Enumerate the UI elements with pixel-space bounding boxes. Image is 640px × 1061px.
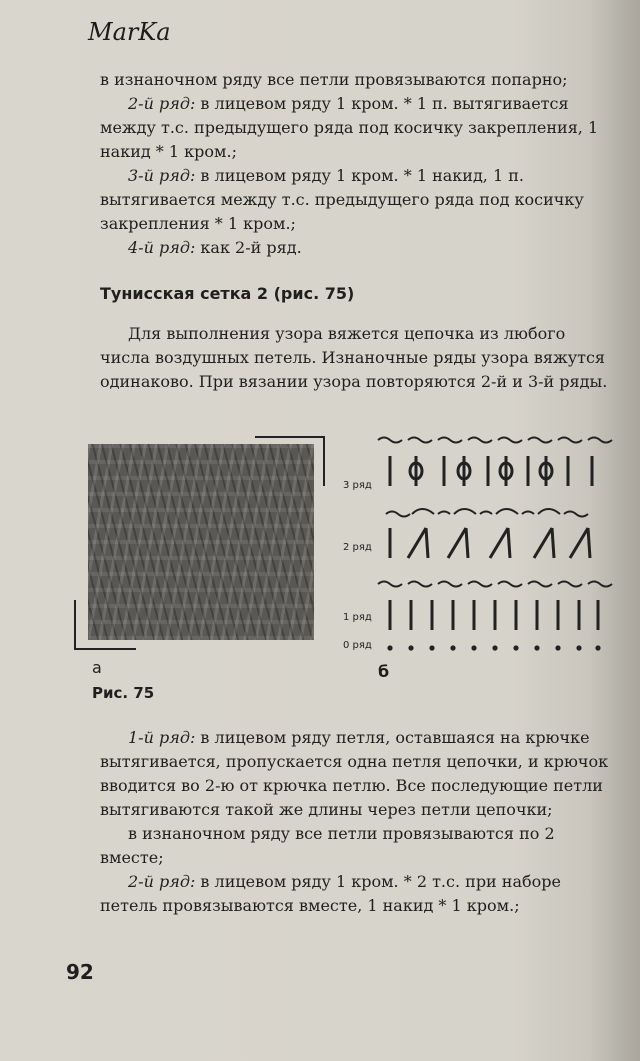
row2-label: 2-й ряд: xyxy=(128,94,196,113)
b-row2-instruction xyxy=(100,870,612,918)
row3-stitches xyxy=(390,456,592,486)
section-intro xyxy=(100,322,612,394)
b-row1-instruction xyxy=(100,726,612,822)
b-row2-label: 2-й ряд: xyxy=(128,872,196,891)
row3-text: в лицевом ряду 1 кром. * 1 накид, 1 п. вытягивается между т.с. предыдущего ряда под косичку закрепления * 1 кром.; xyxy=(100,166,584,233)
figure-caption-b: б xyxy=(378,662,390,681)
row3-instruction xyxy=(100,164,612,236)
figure-caption-a: а xyxy=(92,658,102,677)
row2-instruction xyxy=(100,92,612,164)
row2-stitches xyxy=(390,528,590,558)
row1-tildes xyxy=(378,582,612,587)
section-heading: Тунисская сетка 2 (рис. 75) xyxy=(100,284,355,303)
row-label-1: 1 ряд xyxy=(343,612,372,623)
bottom-paragraphs xyxy=(100,726,612,918)
crop-mark-top-right xyxy=(255,436,325,486)
row3-tildes xyxy=(378,438,612,443)
stitch-chart xyxy=(330,428,620,658)
page-number: 92 xyxy=(66,960,94,984)
figure-label: Рис. 75 xyxy=(92,684,155,702)
intro-paragraph: Для выполнения узора вяжется цепочка из любого числа воздушных петель. Изнаночные ряды узора вяжутся одинаково. При вязании узора повторяются 2-й и 3-й ряды. xyxy=(100,324,608,391)
row0-chain-dots xyxy=(387,645,600,650)
b-row1-label: 1-й ряд: xyxy=(128,728,196,747)
row4-text: как 2-й ряд. xyxy=(195,238,302,257)
row1-stitches xyxy=(390,600,598,630)
row-label-0: 0 ряд xyxy=(343,640,372,651)
b-row2-text: в лицевом ряду 1 кром. * 2 т.с. при наборе петель провязываются вместе, 1 накид * 1 кром.; xyxy=(100,872,561,915)
purl-row-line: в изнаночном ряду все петли провязываются попарно; xyxy=(100,70,568,89)
b-purl-instruction: в изнаночном ряду все петли провязываются по 2 вместе; xyxy=(100,824,555,867)
row-label-2: 2 ряд xyxy=(343,542,372,553)
row4-label: 4-й ряд: xyxy=(128,238,196,257)
row4-instruction xyxy=(100,236,612,260)
b-row1-text: в лицевом ряду петля, оставшаяся на крючке вытягивается, пропускается одна петля цепочки, и крючок вводится во 2-ю от крючка петлю. Все последующие петли вытягиваются такой же длины через петли цепочки; xyxy=(100,728,609,819)
row-label-3: 3 ряд xyxy=(343,480,372,491)
row2-tildes xyxy=(386,509,588,517)
top-paragraphs xyxy=(100,68,612,260)
crop-mark-bottom-left xyxy=(74,600,136,650)
signature-marka: MarKa xyxy=(88,18,171,46)
row2-text: в лицевом ряду 1 кром. * 1 п. вытягивается между т.с. предыдущего ряда под косичку закрепления, 1 накид * 1 кром.; xyxy=(100,94,599,161)
row3-label: 3-й ряд: xyxy=(128,166,196,185)
